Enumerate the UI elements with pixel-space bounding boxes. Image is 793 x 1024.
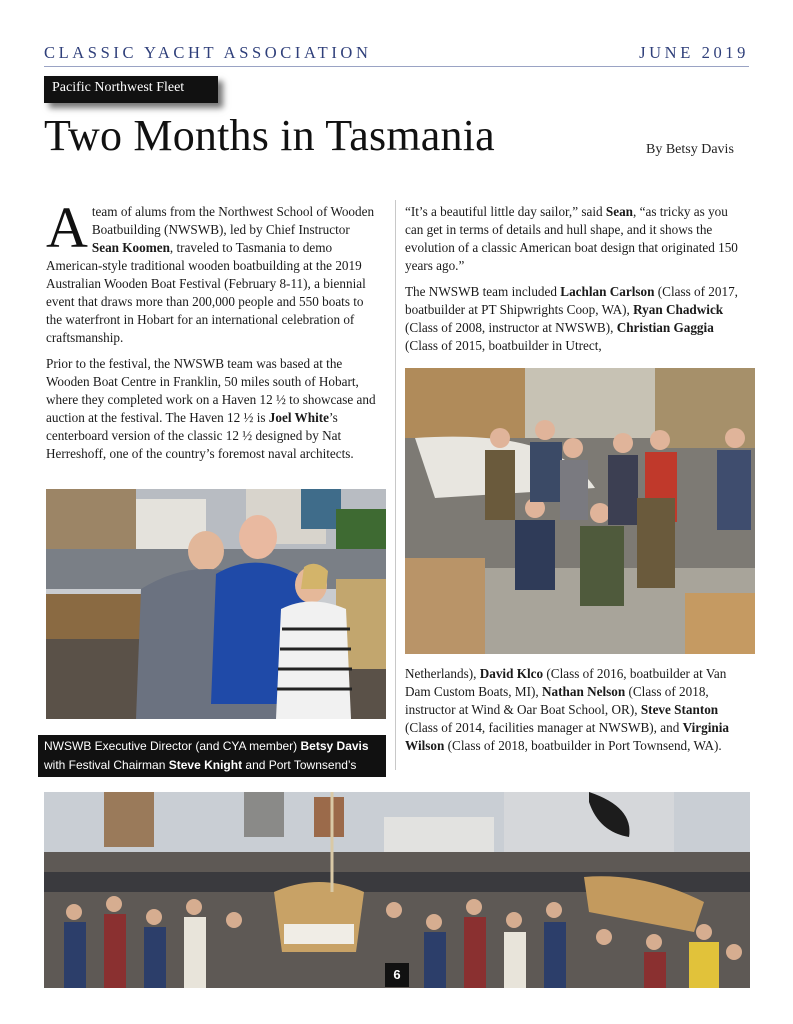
paragraph: A team of alums from the Northwest School of Wooden Boatbuilding (NWSWB), led by Chief Instructor Sean Koomen, traveled to Tasmania to demo American-style traditional wooden boatbuilding at the 2019 Australian Wooden Boat Festival (February 8-11), a biennial event that draws more than 200,000 people and 550 boats to the waterfront in Hobart for an international celebration of craftsmanship. — [46, 195, 375, 345]
issue-date: JUNE 2019 — [639, 43, 749, 62]
person-name: Sean Koomen — [91, 240, 170, 255]
person-name: Betsy Davis — [300, 739, 369, 753]
person-name: Steve Stanton — [640, 702, 719, 717]
festival-crowd-photo — [44, 792, 750, 988]
page-number: 6 — [385, 963, 409, 987]
person-name: Joel White — [268, 410, 329, 425]
person-name: Sean — [605, 204, 634, 219]
workshop-team-photo — [405, 368, 755, 654]
photo-caption: NWSWB Executive Director (and CYA member) Betsy Davis with Festival Chairman Steve Knight and Port Townsend’s Kaci Cronkhite — [38, 735, 386, 777]
masthead — [44, 41, 749, 67]
article-title: Two Months in Tasmania — [44, 111, 495, 160]
person-name: Steve Knight — [168, 758, 243, 772]
person-name: Lachlan Carlson — [560, 284, 655, 299]
byline: By Betsy Davis — [646, 142, 734, 157]
festival-portrait-photo — [46, 489, 386, 719]
paragraph: The NWSWB team included Lachlan Carlson (Class of 2017, boatbuilder at PT Shipwrights Coop, WA), Ryan Chadwick (Class of 2008, instructor at NWSWB), Christian Gaggia (Class of 2015, boatbuilder in Utrect, — [405, 284, 738, 353]
drop-cap: A — [46, 195, 88, 260]
person-name: Virginia Wilson — [405, 720, 730, 753]
person-name: Christian Gaggia — [616, 320, 714, 335]
column-divider — [395, 200, 396, 770]
person-name: Kaci Cronkhite — [44, 777, 129, 791]
paragraph: Netherlands), David Klco (Class of 2016, boatbuilder at Van Dam Custom Boats, MI), Nathan Nelson (Class of 2018, instructor at Wind & Oar Boat School, OR), Steve Stanton (Class of 2014, facilities manager at NWSWB), and Virginia Wilson (Class of 2018, boatbuilder in Port Townsend, WA). — [405, 666, 730, 753]
paragraph: Prior to the festival, the NWSWB team was based at the Wooden Boat Centre in Franklin, 50 miles south of Hobart, where they completed work on a Haven 12 ½ to showcase and auction at the festival. The Haven 12 ½ is Joel White’s centerboard version of the classic 12 ½ designed by Nat Herreshoff, one of the country’s foremost naval architects. — [46, 356, 376, 461]
person-name: Nathan Nelson — [542, 684, 626, 699]
person-name: Ryan Chadwick — [633, 302, 724, 317]
right-column-continued — [405, 665, 749, 763]
left-column — [46, 195, 380, 471]
right-column — [405, 203, 749, 363]
person-name: David Klco — [479, 666, 544, 681]
paragraph: “It’s a beautiful little day sailor,” said Sean, “as tricky as you can get in terms of details and hull shape, and it shows the evolution of a classic American boat design that originated 150 years ago.” — [405, 204, 738, 273]
section-tag: Pacific Northwest Fleet — [44, 76, 218, 103]
publication-name: CLASSIC YACHT ASSOCIATION — [44, 43, 372, 62]
